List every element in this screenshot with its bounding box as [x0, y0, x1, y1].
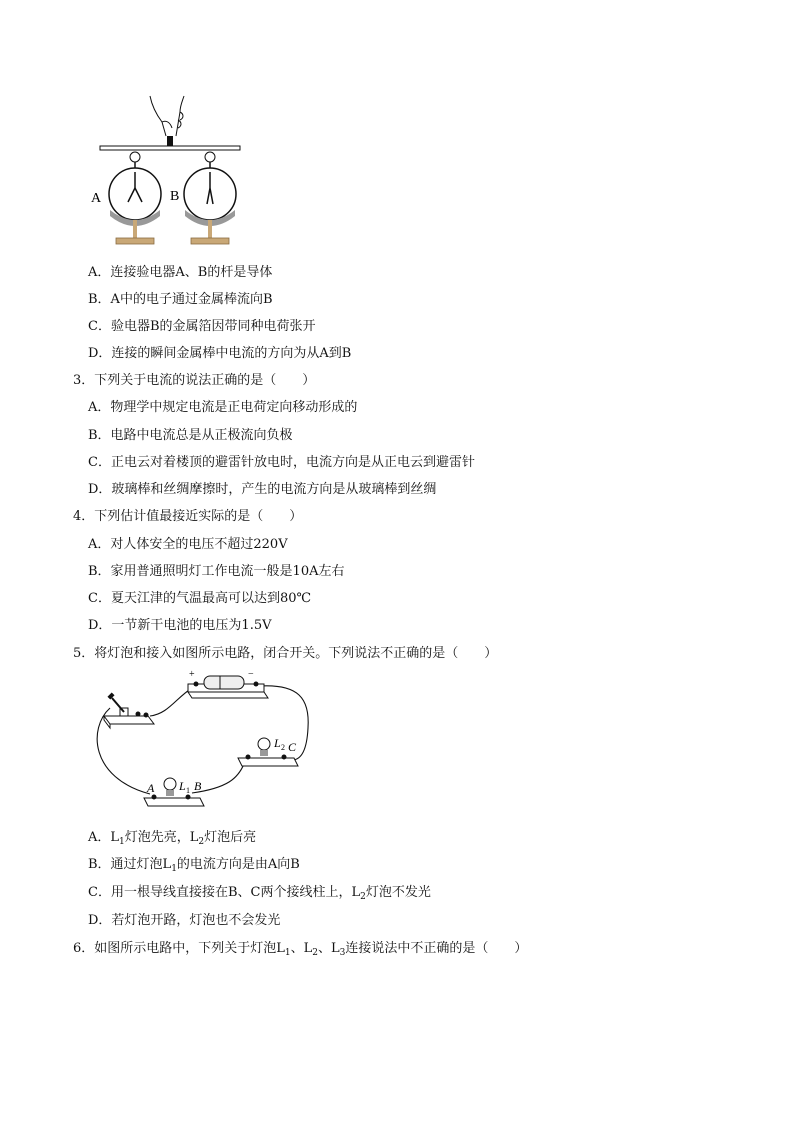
q4-stem: 4．下列估计值最接近实际的是（ ）	[73, 509, 303, 524]
battery-plus: +	[189, 669, 195, 680]
q3-stem: 3．下列关于电流的说法正确的是（ ）	[73, 373, 316, 388]
q4-option-c: C．夏天江津的气温最高可以达到80℃	[88, 591, 312, 606]
electroscope-b	[184, 152, 236, 244]
q3-option-b: B．电路中电流总是从正极流向负极	[88, 428, 293, 443]
metal-rod	[100, 146, 240, 150]
lamp-l2-label: L	[274, 736, 281, 750]
q2-option-c: C．验电器B的金属箔因带同种电荷张开	[88, 319, 316, 334]
hand-illustration	[150, 96, 184, 136]
lamp-l1	[144, 778, 204, 806]
terminal-a: A	[147, 781, 155, 795]
battery-minus: −	[248, 669, 254, 680]
q4-option-d: D．一节新干电池的电压为1.5V	[88, 618, 272, 633]
q5-option-b: B．通过灯泡$L_1$的电流方向是由A向B	[88, 857, 300, 874]
label-b: B	[170, 189, 180, 204]
electroscope-a	[109, 152, 161, 244]
label-a: A	[91, 191, 102, 206]
q5-stem: 5．将灯泡和接入如图所示电路，闭合开关。下列说法不正确的是（ ）	[73, 646, 498, 661]
lamp-l1-label: L	[179, 779, 186, 793]
battery	[188, 669, 268, 698]
lamp-l2	[238, 736, 298, 766]
q5-option-c: C．用一根导线直接接在B、C两个接线柱上，$L_2$灯泡不发光	[88, 885, 431, 902]
q3-option-a: A．物理学中规定电流是正电荷定向移动形成的	[88, 400, 358, 415]
q4-option-b: B．家用普通照明灯工作电流一般是10A左右	[88, 564, 345, 579]
terminal-b: B	[194, 779, 202, 793]
q2-option-d: D．连接的瞬间金属棒中电流的方向为从A到B	[88, 346, 352, 361]
q2-option-a: A．连接验电器A、B的杆是导体	[88, 265, 273, 280]
q6-stem: 6．如图所示电路中，下列关于灯泡$L_1$、$L_2$、$L_3$连接说法中不正确的是（ ）	[73, 941, 528, 958]
switch	[104, 692, 154, 728]
q5-option-a: A．$L_1$灯泡先亮，$L_2$灯泡后亮	[88, 830, 257, 847]
q4-option-a: A．对人体安全的电压不超过220V	[88, 537, 288, 552]
electroscope-figure	[88, 92, 248, 252]
q3-option-c: C．正电云对着楼顶的避雷针放电时，电流方向是从正电云到避雷针	[88, 455, 475, 470]
circuit-figure	[88, 668, 328, 820]
q5-option-d: D．若灯泡开路，灯泡也不会发光	[88, 913, 281, 928]
lamp-l2-subscript: 2	[281, 743, 285, 752]
q3-option-d: D．玻璃棒和丝绸摩擦时，产生的电流方向是从玻璃棒到丝绸	[88, 482, 437, 497]
terminal-c: C	[288, 740, 297, 754]
lamp-l1-subscript: 1	[186, 786, 190, 795]
q2-option-b: B．A中的电子通过金属棒流向B	[88, 292, 273, 307]
insulated-handle	[167, 136, 173, 146]
